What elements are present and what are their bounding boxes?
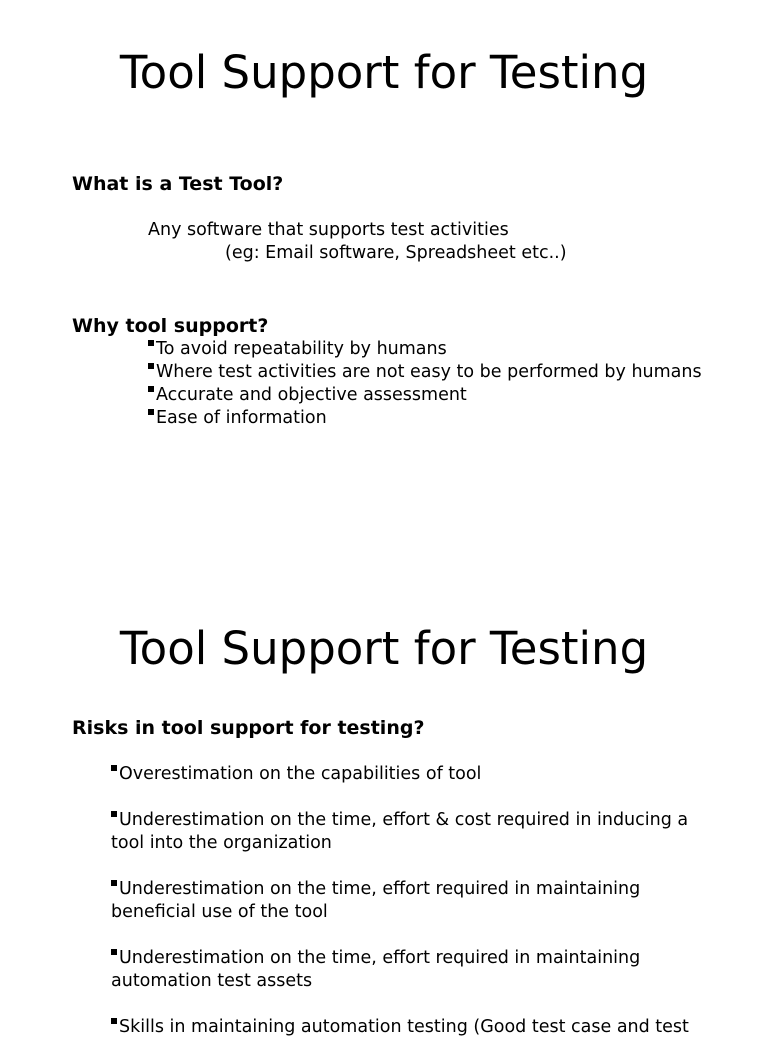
answer-line-1: Any software that supports test activities — [148, 220, 509, 240]
square-bullet-icon — [111, 949, 117, 955]
reasons-list — [148, 338, 708, 430]
slide-title: Tool Support for Testing — [119, 622, 649, 675]
reason-text: Accurate and objective assessment — [156, 385, 467, 405]
square-bullet-icon — [148, 363, 154, 369]
reason-text: Where test activities are not easy to be performed by humans — [156, 362, 702, 382]
square-bullet-icon — [111, 880, 117, 886]
square-bullet-icon — [148, 340, 154, 346]
square-bullet-icon — [148, 386, 154, 392]
square-bullet-icon — [111, 811, 117, 817]
list-item — [111, 809, 711, 855]
list-item — [111, 947, 711, 993]
question-what-is-test-tool: What is a Test Tool? — [72, 173, 284, 195]
risk-text: Overestimation on the capabilities of tool — [119, 764, 482, 784]
square-bullet-icon — [111, 1018, 117, 1024]
risk-text: Underestimation on the time, effort required in maintaining beneficial use of the tool — [111, 879, 641, 922]
risks-heading: Risks in tool support for testing? — [72, 717, 425, 739]
list-item — [111, 878, 711, 924]
reason-text: Ease of information — [156, 408, 327, 428]
question-why-tool-support: Why tool support? — [72, 315, 269, 337]
risk-text: Skills in maintaining automation testing (Good test case and test — [119, 1017, 689, 1037]
list-item — [111, 763, 711, 786]
answer-line-2: (eg: Email software, Spreadsheet etc..) — [225, 243, 567, 263]
slide-title: Tool Support for Testing — [119, 46, 649, 99]
risk-text: Underestimation on the time, effort required in maintaining automation test assets — [111, 948, 641, 991]
list-item — [111, 1016, 711, 1039]
list-item — [148, 361, 708, 384]
reason-text: To avoid repeatability by humans — [156, 339, 447, 359]
risks-list — [111, 763, 711, 1062]
list-item — [148, 384, 708, 407]
list-item — [148, 338, 708, 361]
square-bullet-icon — [148, 409, 154, 415]
slide-2 — [0, 576, 768, 1037]
list-item — [148, 407, 708, 430]
risk-text: Underestimation on the time, effort & cost required in inducing a tool into the organization — [111, 810, 689, 853]
square-bullet-icon — [111, 765, 117, 771]
